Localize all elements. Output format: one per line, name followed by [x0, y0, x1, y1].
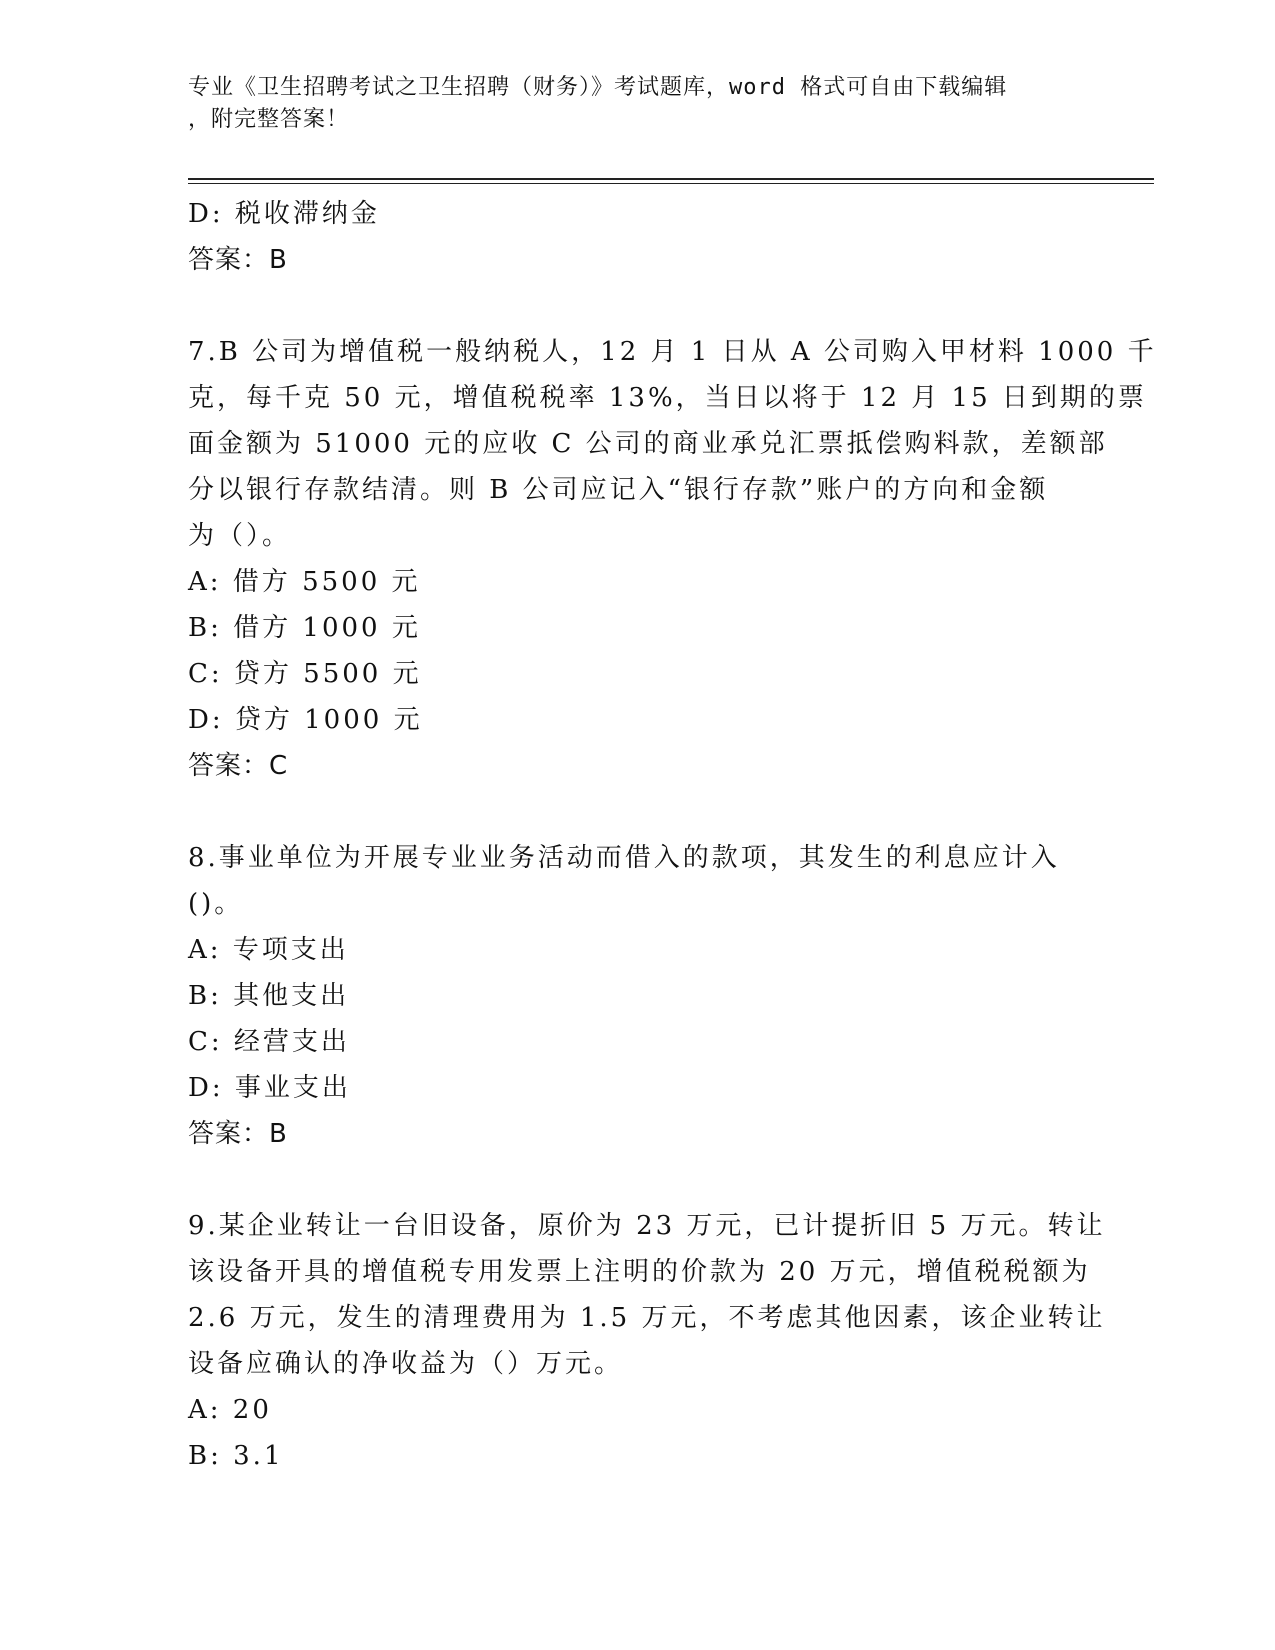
question-content	[188, 191, 1157, 1479]
spacer	[188, 283, 1088, 329]
option-b: B: 3.1	[188, 1441, 284, 1471]
header-divider-thick	[188, 178, 1154, 180]
page-header	[188, 72, 1088, 136]
option-a: A: 20	[188, 1395, 272, 1425]
spacer	[188, 1157, 1088, 1203]
question-text-line: 分以银行存款结清。则 B 公司应记入“银行存款”账户的方向和金额	[188, 475, 1049, 505]
option-b: B: 其他支出	[188, 981, 350, 1011]
question-8	[188, 835, 1088, 1157]
option-d: D: 事业支出	[188, 1073, 351, 1103]
question-text-line: 设备应确认的净收益为（）万元。	[188, 1349, 624, 1379]
option-a: A: 借方 5500 元	[188, 567, 421, 597]
question-text-line: ()。	[188, 889, 244, 919]
spacer	[188, 789, 1088, 835]
option-c: C: 经营支出	[188, 1027, 350, 1057]
option-b: B: 借方 1000 元	[188, 613, 421, 643]
prev-option-d: D: 税收滞纳金	[188, 199, 380, 229]
question-text-line: 面金额为 51000 元的应收 C 公司的商业承兑汇票抵偿购料款，差额部	[188, 429, 1108, 459]
option-d: D: 贷方 1000 元	[188, 705, 423, 735]
option-a: A: 专项支出	[188, 935, 349, 965]
question-7	[188, 329, 1157, 789]
question-text-line: 为（）。	[188, 521, 292, 551]
prev-answer: 答案：B	[188, 245, 288, 275]
question-text-line: 克，每千克 50 元，增值税税率 13%，当日以将于 12 月 15 日到期的票	[188, 383, 1147, 413]
question-text-line: 8.事业单位为开展专业业务活动而借入的款项，其发生的利息应计入	[188, 843, 1060, 873]
answer: 答案：B	[188, 1119, 288, 1149]
answer: 答案：C	[188, 751, 289, 781]
header-divider-thin	[188, 183, 1154, 184]
option-c: C: 贷方 5500 元	[188, 659, 422, 689]
question-9	[188, 1203, 1106, 1479]
header-line-2: ，附完整答案！	[188, 107, 350, 132]
question-text-line: 7.B 公司为增值税一般纳税人，12 月 1 日从 A 公司购入甲材料 1000 千	[188, 337, 1157, 367]
question-text-line: 9.某企业转让一台旧设备，原价为 23 万元，已计提折旧 5 万元。转让	[188, 1211, 1106, 1241]
header-line-1: 专业《卫生招聘考试之卫生招聘（财务）》考试题库，word 格式可自由下载编辑	[188, 75, 1008, 100]
question-text-line: 该设备开具的增值税专用发票上注明的价款为 20 万元，增值税税额为	[188, 1257, 1091, 1287]
question-text-line: 2.6 万元，发生的清理费用为 1.5 万元，不考虑其他因素，该企业转让	[188, 1303, 1106, 1333]
